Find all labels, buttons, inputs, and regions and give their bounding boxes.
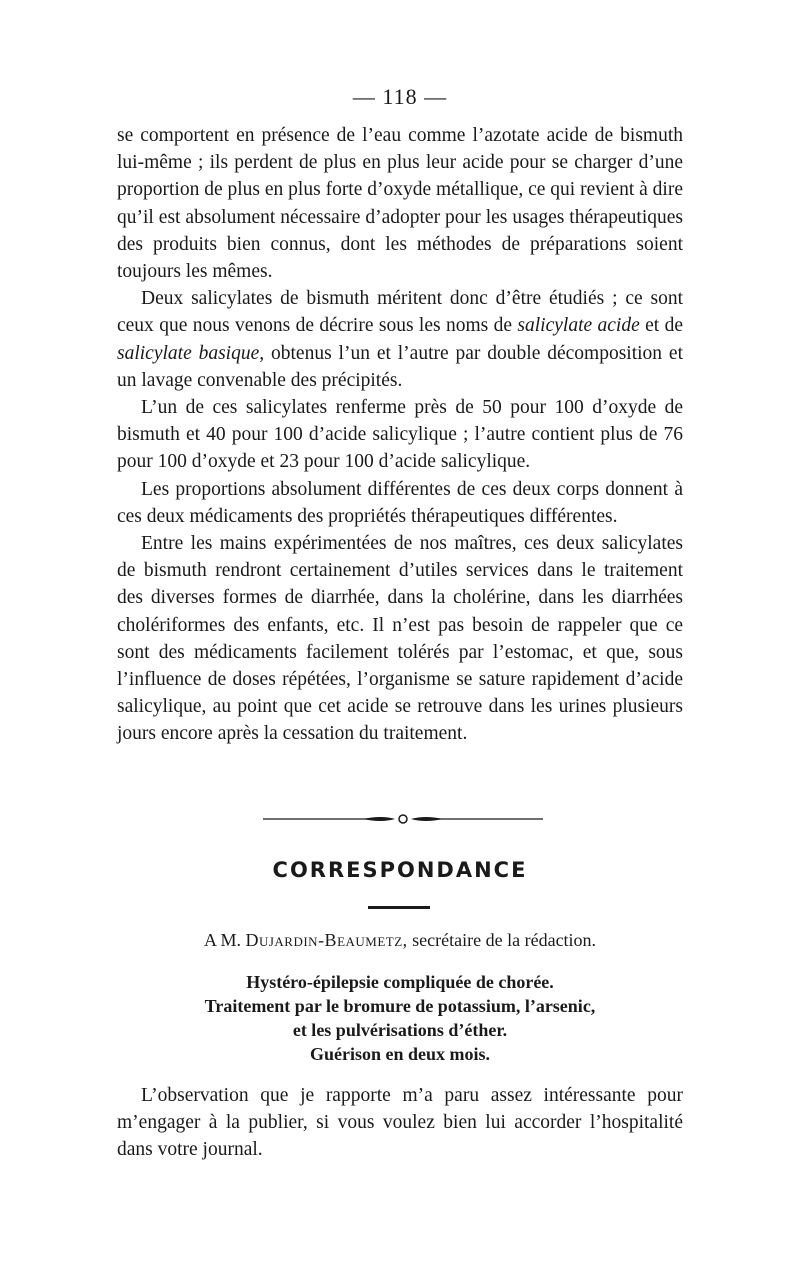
addressee-line	[0, 930, 800, 951]
heading-rule	[368, 906, 430, 909]
letter-body	[117, 1082, 683, 1164]
body-text	[117, 122, 683, 748]
paragraph-2-text-a: Deux salicylates de bismuth méritent donc d’être étudiés ; ce sont ceux que nous venons de décrire sous les noms de	[117, 288, 683, 337]
subtitle-line: Hystéro-épilepsie compliquée de chorée.	[246, 972, 554, 992]
paragraph-2	[117, 285, 683, 394]
paragraph-2-text-c: obtenus l’un et l’autre par double décomposition et un lavage convenable des précipités.	[117, 342, 683, 391]
addressee-name: Dujardin-Beaumetz,	[245, 930, 408, 950]
subtitle-line: Guérison en deux mois.	[309, 1044, 491, 1064]
subtitle-line: Traitement par le bromure de potassium, l’arsenic,	[204, 996, 596, 1016]
addressee-suffix: secrétaire de la rédaction.	[407, 930, 597, 950]
paragraph-1: se comportent en présence de l’eau comme l’azotate acide de bismuth lui-même ; ils perdent de plus en plus leur acide pour se charger d’une proportion de plus en plus forte d’oxyde métallique, ce qui revient à dire qu’il est absolument nécessaire d’adopter pour les usages thérapeutiques des produits bien connus, dont les méthodes de préparations soient toujours les mêmes.	[117, 125, 683, 283]
page-number: — 118 —	[352, 84, 448, 109]
letter-subtitle	[0, 970, 800, 1066]
paragraph-2-emphasis-2: salicylate basique,	[117, 342, 265, 364]
paragraph-2-text-b: et de	[639, 315, 684, 337]
closing-paragraph: L’observation que je rapporte m’a paru assez intéressante pour m’engager à la publier, si vous voulez bien lui accorder l’hospitalité dans votre journal.	[117, 1085, 683, 1161]
subtitle-line: et les pulvérisations d’éther.	[292, 1020, 508, 1040]
ornamental-divider	[263, 812, 543, 826]
paragraph-4: Les proportions absolument différentes de ces deux corps donnent à ces deux médicaments des propriétés thérapeutiques différentes.	[117, 478, 683, 527]
addressee-prefix: A M.	[203, 930, 246, 950]
paragraph-3: L’un de ces salicylates renferme près de 50 pour 100 d’oxyde de bismuth et 40 pour 100 d’acide salicylique ; l’autre contient plus de 76 pour 100 d’oxyde et 23 pour 100 d’acide salicylique.	[117, 397, 683, 473]
section-heading: CORRESPONDANCE	[272, 858, 528, 882]
paragraph-2-emphasis-1: salicylate acide	[517, 315, 640, 337]
paragraph-5: Entre les mains expérimentées de nos maîtres, ces deux salicylates de bismuth rendront certainement d’utiles services dans le traitement des diverses formes de diarrhée, dans la cholérine, dans les diarrhées cholériformes des enfants, etc. Il n’est pas besoin de rappeler que ce sont des médicaments facilement tolérés par l’estomac, et que, sous l’influence de doses répétées, l’organisme se sature rapidement d’acide salicylique, au point que cet acide se retrouve dans les urines plusieurs jours encore après la cessation du traitement.	[117, 533, 683, 745]
